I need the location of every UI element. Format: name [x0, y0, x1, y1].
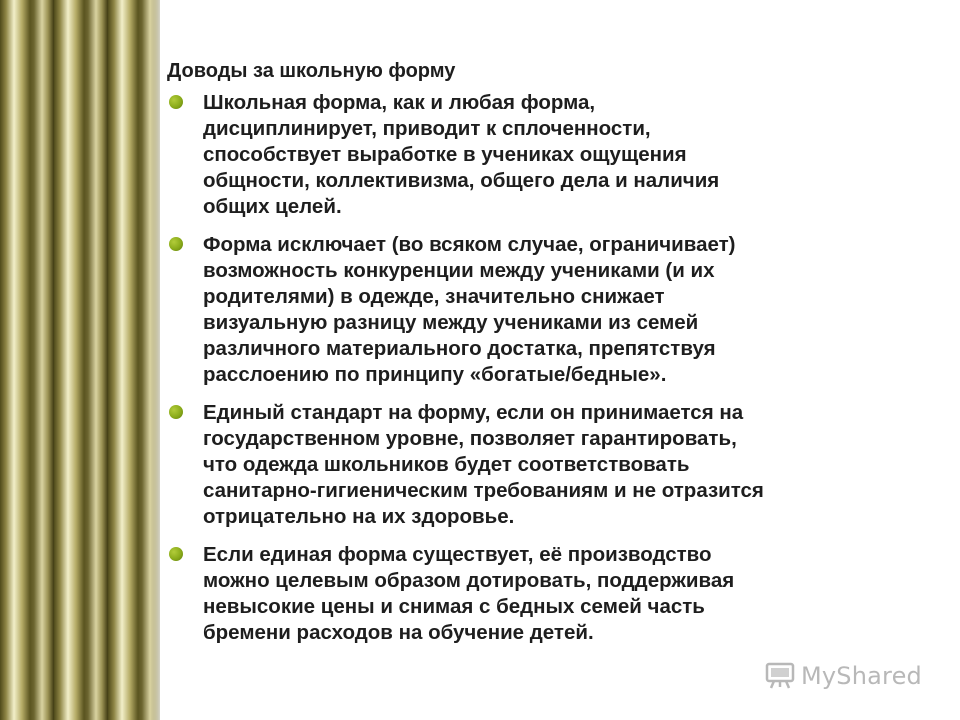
- bullet-dot-icon: [169, 547, 183, 561]
- decorative-border-highlight: [150, 0, 160, 720]
- list-item: [167, 542, 942, 646]
- watermark-text: MyShared: [800, 662, 922, 690]
- decorative-gold-border: [0, 0, 160, 720]
- bullet-text: Школьная форма, как и любая форма, дисциплинирует, приводит к сплоченности, способствует выработке в учениках ощущения общности, коллективизма, общего дела и наличия общих целей.: [203, 91, 720, 218]
- bullet-dot-icon: [169, 95, 183, 109]
- myshared-logo-icon: [765, 662, 795, 690]
- myshared-watermark: [765, 662, 922, 690]
- slide-heading: Доводы за школьную форму: [167, 60, 456, 82]
- bullet-text: Если единая форма существует, её производство можно целевым образом дотировать, поддерживая невысокие цены и снимая с бедных семей часть бремени расходов на обучение детей.: [203, 543, 735, 644]
- list-item: [167, 90, 942, 220]
- slide-content: [167, 58, 942, 658]
- bullet-dot-icon: [169, 405, 183, 419]
- bullet-dot-icon: [169, 237, 183, 251]
- bullet-list: [167, 90, 942, 646]
- list-item: [167, 400, 942, 530]
- list-item: [167, 232, 942, 388]
- bullet-text: Единый стандарт на форму, если он принимается на государственном уровне, позволяет гарантировать, что одежда школьников будет соответствовать санитарно-гигиеническим требованиям и не отразится отрицательно на их здоровье.: [203, 401, 764, 528]
- bullet-text: Форма исключает (во всяком случае, ограничивает) возможность конкуренции между учениками (и их родителями) в одежде, значительно снижает визуальную разницу между учениками из семей различного материального достатка, препятствуя расслоению по принципу «богатые/бедные».: [203, 233, 736, 386]
